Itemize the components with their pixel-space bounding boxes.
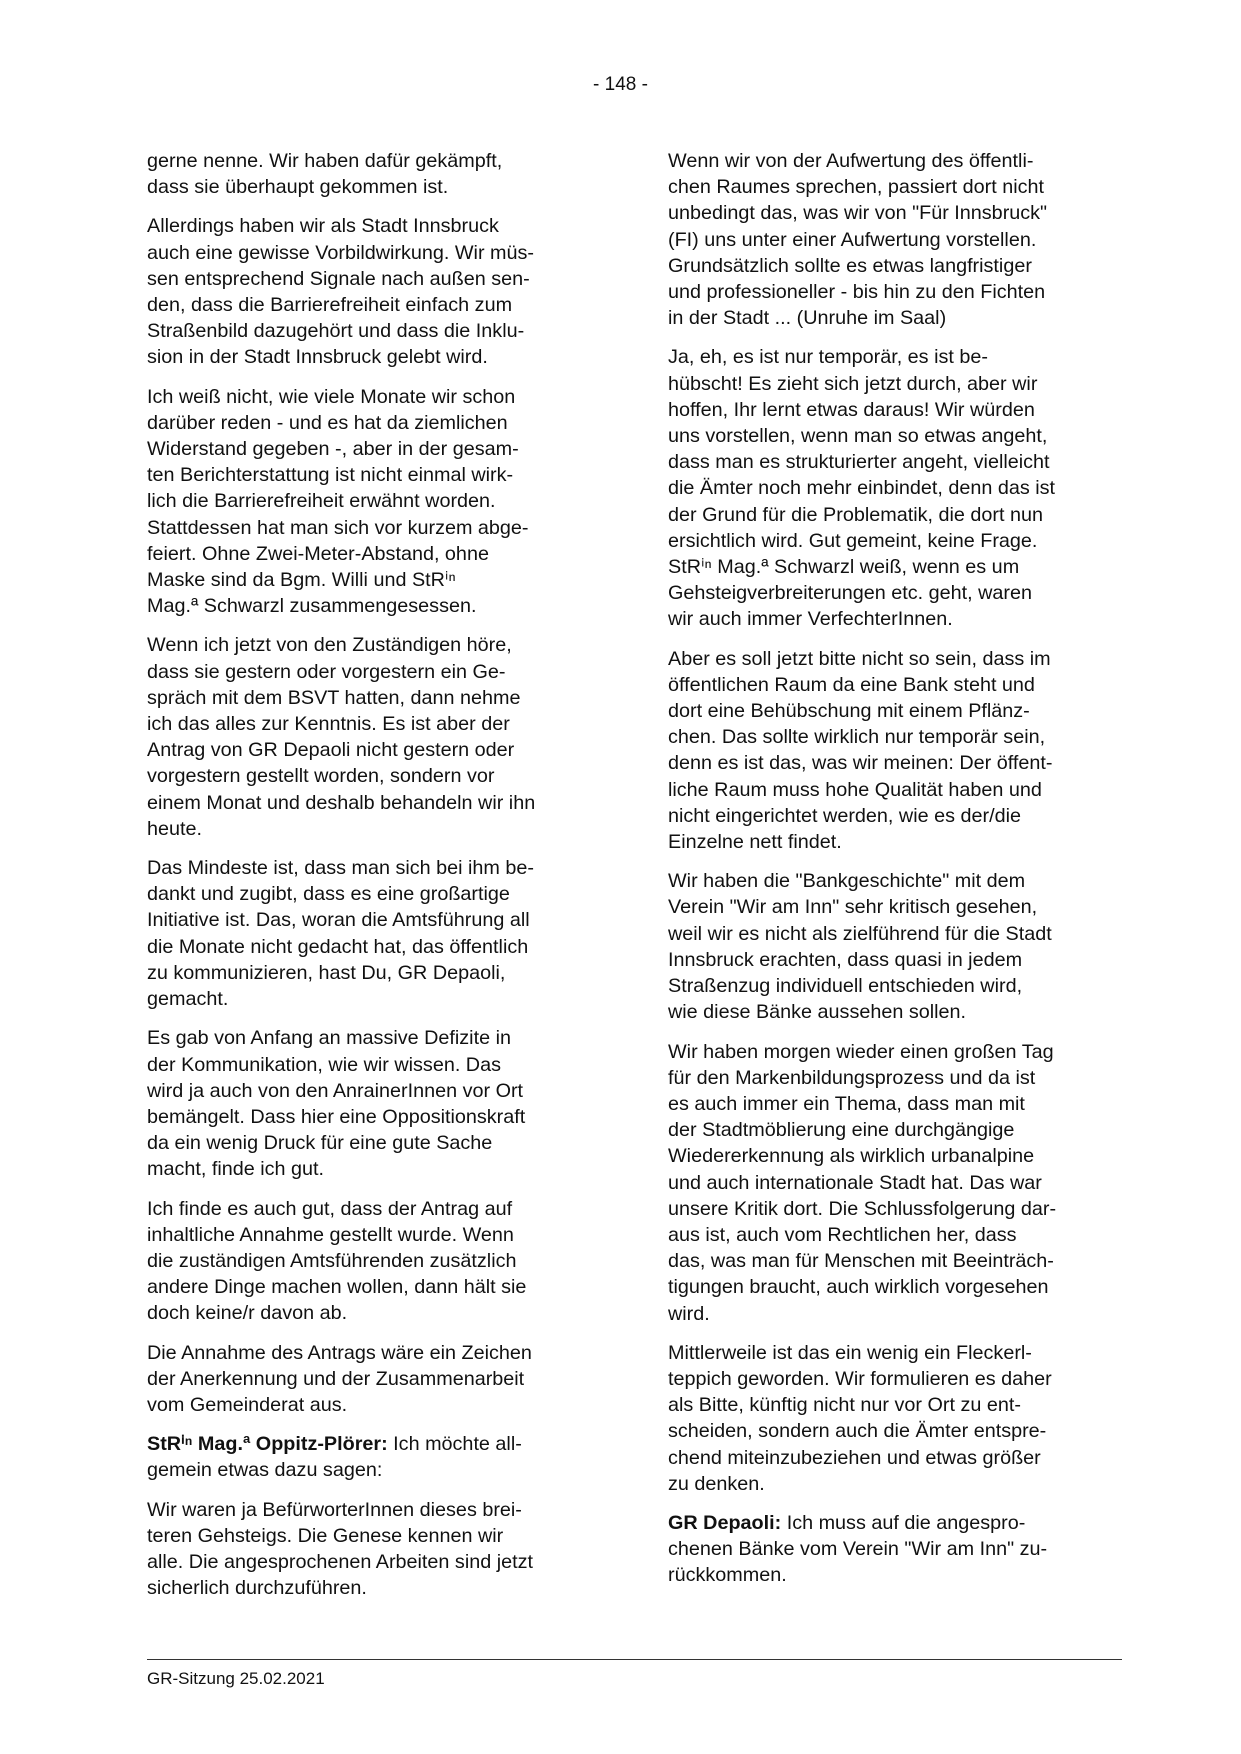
paragraph: Ich weiß nicht, wie viele Monate wir schon darüber reden - und es hat da ziemlichen Widerstand gegeben -, aber in der gesam- ten Berichterstattung ist nicht einmal wirk- lich die Barrierefreiheit erwähnt worden. Stattdessen hat man sich vor kurzem abge- feiert. Ohne Zwei-Meter-Abstand, ohne Maske sind da Bgm. Willi und StRⁱⁿ Mag.ª Schwarzl zusammengesessen. <box>147 385 529 618</box>
speaker-paragraph <box>668 1510 1118 1589</box>
page-number: - 148 - <box>593 74 648 95</box>
paragraph: gerne nenne. Wir haben dafür gekämpft, dass sie überhaupt gekommen ist. <box>147 150 503 199</box>
paragraph: Wir waren ja BefürworterInnen dieses brei- teren Gehsteigs. Die Genese kennen wir alle. Die angesprochenen Arbeiten sind jetzt sicherlich durchzuführen. <box>147 1498 533 1600</box>
paragraph: Ja, eh, es ist nur temporär, es ist be- hübscht! Es zieht sich jetzt durch, aber wir hoffen, Ihr lernt etwas daraus! Wir würden uns vorstellen, wenn man so etwas angeht, dass man es strukturierter angeht, vielleicht die Ämter noch mehr einbindet, denn das ist der Grund für die Problematik, die dort nun ersichtlich wird. Gut gemeint, keine Frage. StRⁱⁿ Mag.ª Schwarzl weiß, wenn es um Gehsteigverbreiterungen etc. geht, waren wir auch immer VerfechterInnen. <box>668 346 1056 631</box>
paragraph: Wir haben die "Bankgeschichte" mit dem Verein "Wir am Inn" sehr kritisch gesehen, weil wir es nicht als zielführend für die Stadt Innsbruck erachten, dass quasi in jedem Straßenzug individuell entschieden wird, wie diese Bänke aussehen sollen. <box>668 870 1052 1024</box>
speaker-text: Ich möchte all- gemein etwas dazu sagen: <box>147 1433 522 1482</box>
paragraph: Allerdings haben wir als Stadt Innsbruck auch eine gewisse Vorbildwirkung. Wir müs- sen entsprechend Signale nach außen sen- den, dass die Barrierefreiheit einfach zum Straßenbild dazugehört und dass die Inklu- sion in der Stadt Innsbruck gelebt wird. <box>147 215 534 369</box>
speaker-name: StRⁱⁿ Mag.ª Oppitz-Plörer: <box>147 1433 388 1456</box>
left-column <box>147 148 597 1614</box>
paragraph: Wenn ich jetzt von den Zuständigen höre, dass sie gestern oder vorgestern ein Ge- spräch mit dem BSVT hatten, dann nehme ich das alles zur Kenntnis. Es ist aber der Antrag von GR Depaoli nicht gestern oder vorgestern gestellt worden, sondern vor einem Monat und deshalb behandeln wir ihn heute. <box>147 634 536 840</box>
paragraph: Es gab von Anfang an massive Defizite in der Kommunikation, wie wir wissen. Das wird ja auch von den AnrainerInnen vor Ort bemängelt. Dass hier eine Oppositionskraft da ein wenig Druck für eine gute Sache macht, finde ich gut. <box>147 1027 526 1181</box>
paragraph: Ich finde es auch gut, dass der Antrag auf inhaltliche Annahme gestellt wurde. Wenn die zuständigen Amtsführenden zusätzlich andere Dinge machen wollen, dann hält sie doch keine/r davon ab. <box>147 1197 527 1325</box>
footer-session-label: GR-Sitzung 25.02.2021 <box>147 1669 325 1688</box>
footer-divider <box>147 1659 1122 1660</box>
paragraph: Wir haben morgen wieder einen großen Tag für den Markenbildungsprozess und da ist es auch immer ein Thema, dass man mit der Stadtmöblierung eine durchgängige Wiedererkennung als wirklich urbanalpine und auch internationale Stadt hat. Das war unsere Kritik dort. Die Schlussfolgerung dar- aus ist, auch vom Rechtlichen her, dass das, was man für Menschen mit Beeinträch- tigungen braucht, auch wirklich vorgesehen wird. <box>668 1040 1057 1325</box>
right-column <box>668 148 1118 1602</box>
speaker-paragraph <box>147 1431 597 1483</box>
paragraph: Die Annahme des Antrags wäre ein Zeichen der Anerkennung und der Zusammenarbeit vom Gemeinderat aus. <box>147 1341 532 1416</box>
paragraph: Wenn wir von der Aufwertung des öffentli- chen Raumes sprechen, passiert dort nicht unbedingt das, was wir von "Für Innsbruck" (FI) uns unter einer Aufwertung vorstellen. Grundsätzlich sollte es etwas langfristiger und professioneller - bis hin zu den Fichten in der Stadt ... (Unruhe im Saal) <box>668 150 1048 330</box>
paragraph: Aber es soll jetzt bitte nicht so sein, dass im öffentlichen Raum da eine Bank steht und dort eine Behübschung mit einem Pflänz- chen. Das sollte wirklich nur temporär sein, denn es ist das, was wir meinen: Der öffent- liche Raum muss hohe Qualität haben und nicht eingerichtet werden, wie es der/die Einzelne nett findet. <box>668 647 1053 854</box>
speaker-name: GR Depaoli: <box>668 1511 782 1534</box>
paragraph: Mittlerweile ist das ein wenig ein Fleckerl- teppich geworden. Wir formulieren es daher als Bitte, künftig nicht nur vor Ort zu ent- scheiden, sondern auch die Ämter entspre- chend miteinzubeziehen und etwas größer zu denken. <box>668 1341 1052 1495</box>
paragraph: Das Mindeste ist, dass man sich bei ihm be- dankt und zugibt, dass es eine großartige Initiative ist. Das, woran die Amtsführung all die Monate nicht gedacht hat, das öffentlich zu kommunizieren, hast Du, GR Depaoli, gemacht. <box>147 857 534 1011</box>
speaker-text: Ich muss auf die angespro- chenen Bänke vom Verein "Wir am Inn" zu- rückkommen. <box>668 1511 1048 1587</box>
